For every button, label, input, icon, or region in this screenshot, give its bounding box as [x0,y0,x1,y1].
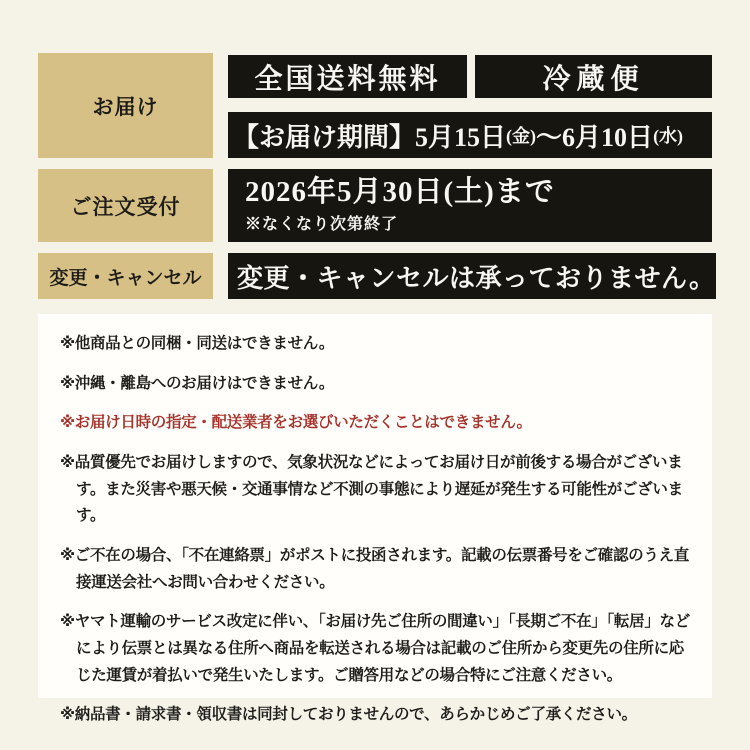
note-item: ※他商品との同梱・同送はできません。 [60,335,335,352]
delivery-label: お届け [38,53,213,158]
order-deadline-note: ※なくなり次第終了 [245,216,399,234]
delivery-row [38,53,712,158]
note-item: ※納品書・請求書・領収書は同封しておりませんので、あらかじめご了承ください。 [60,706,637,724]
delivery-period-separator: 〜 [536,122,563,152]
cancellation-message: 変更・キャンセルは承っておりません。 [228,253,716,299]
note-item: ※ご不在の場合、「不在連絡票」がポストに投函されます。記載の伝票番号をご確認のうえ直接運送会社へお問い合わせください。 [60,546,689,591]
delivery-period-end-date: 6月10日 [562,122,654,152]
note-item: ※品質優先でお届けしますので、気象状況などによってお届け日が前後する場合がございます。また災害や悪天候・交通事情など不測の事態により遅延が発生する可能性がございます。 [60,453,683,525]
delivery-badges [228,55,712,98]
shipping-info-table [38,53,716,299]
note-item-emphasis: ※お届け日時の指定・配送業者をお選びいただくことはできません。 [60,414,532,432]
note-item: ※ヤマト運輸のサービス改定に伴い、「お届け先ご住所の間違い」「長期ご不在」「転居」などにより伝票とは異なる住所へ商品を転送される場合は記載のご住所から変更先の住所に応じた運賃が着払いで発生いたします。ご贈答用などの場合特にご注意ください。 [60,613,690,684]
order-deadline: 2026年5月30日(土)まで [245,175,555,208]
spacer [213,169,228,242]
cold-delivery-badge: 冷蔵便 [475,55,712,98]
order-window-label: ご注文受付 [38,169,213,242]
order-window-box [228,169,712,242]
delivery-period-start-date: 5月15日 [415,122,507,152]
delivery-details [228,53,712,158]
spacer [213,53,228,158]
delivery-period [228,112,712,158]
delivery-period-end-dow: (水) [653,126,684,146]
free-shipping-badge: 全国送料無料 [228,55,467,98]
delivery-period-start-dow: (金) [506,126,537,146]
delivery-period-prefix: 【お届け期間】 [233,122,416,152]
cancellation-label: 変更・キャンセル [38,253,213,299]
cancellation-row [38,253,716,299]
notes-panel [38,314,712,724]
order-window-row [38,169,712,242]
note-item: ※沖縄・離島へのお届けはできません。 [60,374,335,392]
spacer [213,253,228,299]
